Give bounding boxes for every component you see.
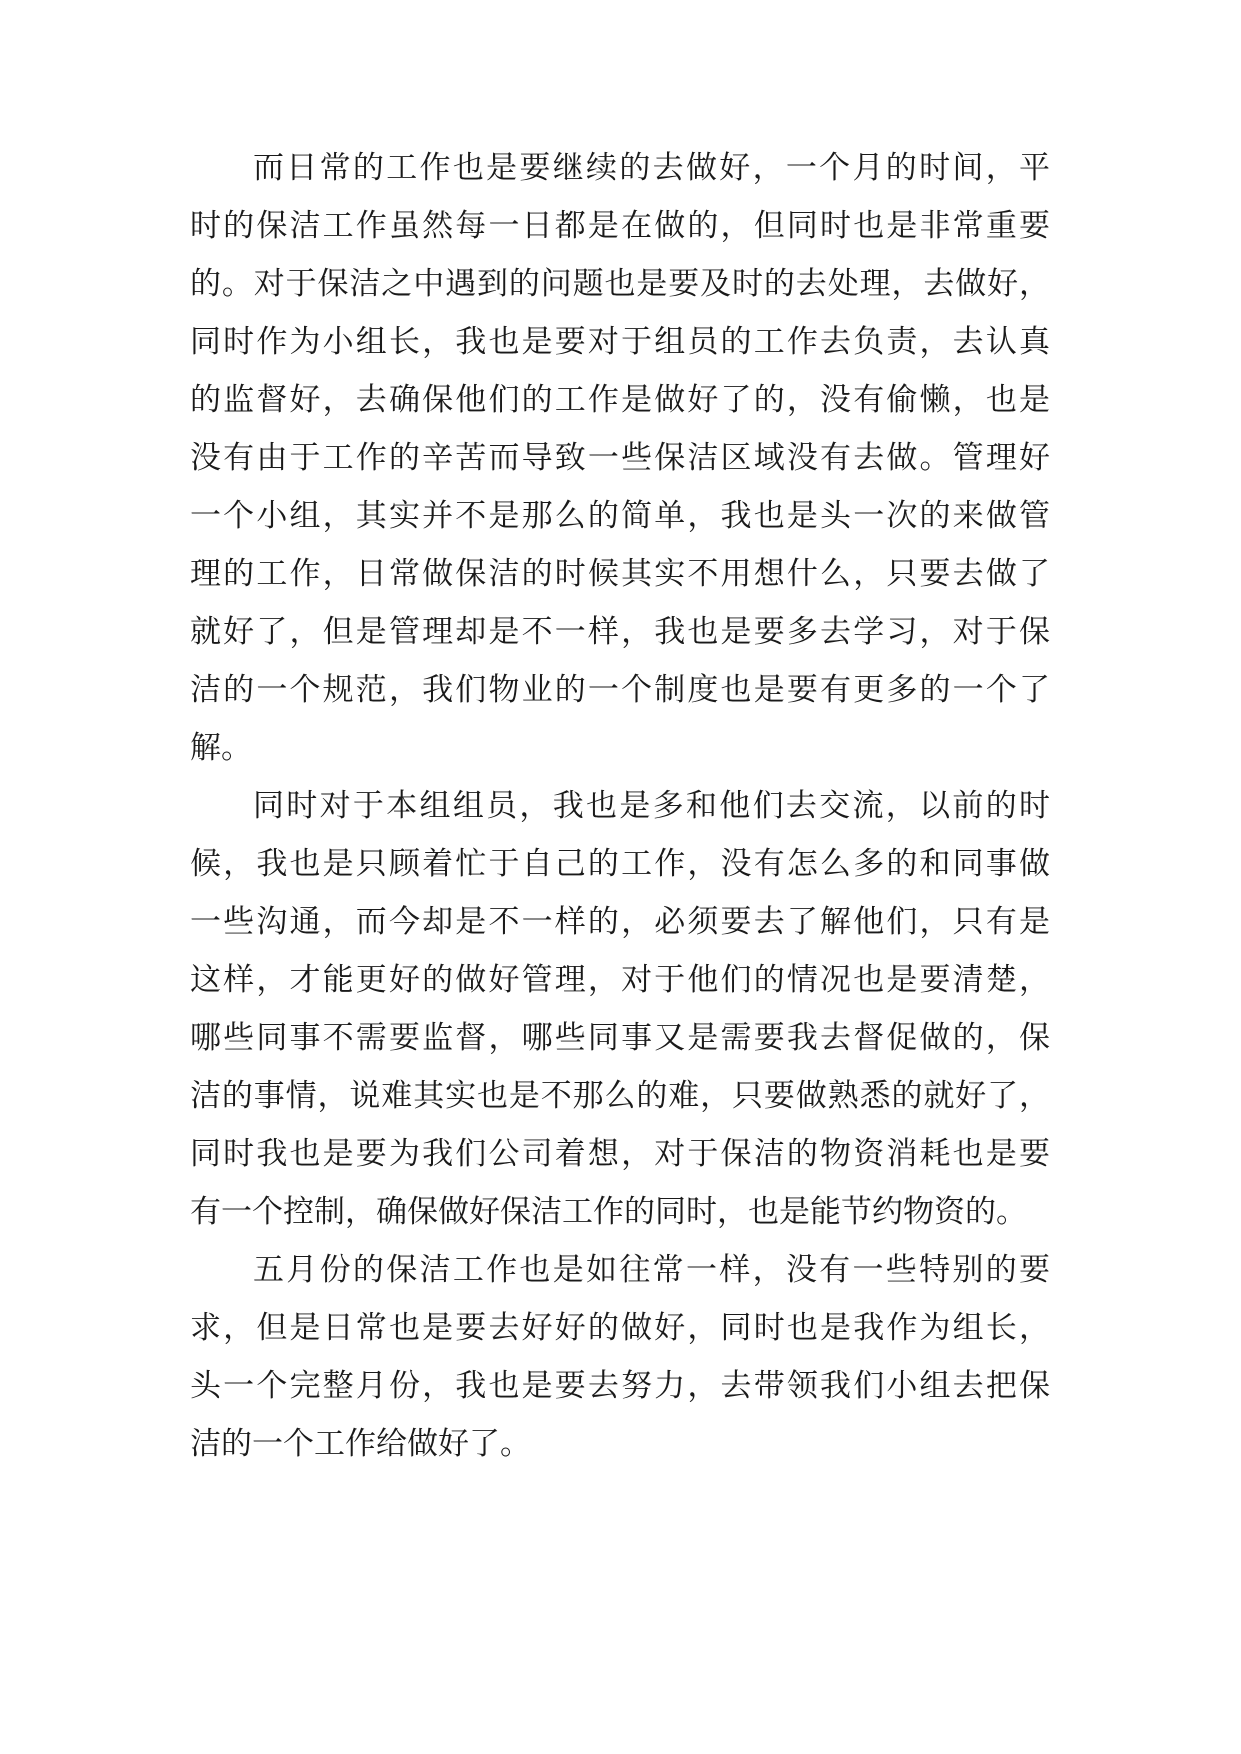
paragraph-2-line-7: 同时我也是要为我们公司着想，对于保洁的物资消耗也是要 (190, 1136, 1050, 1172)
paragraph-1-line-4: 同时作为小组长，我也是要对于组员的工作去负责，去认真 (190, 324, 1050, 360)
paragraph-2-line-6: 洁的事情，说难其实也是不那么的难，只要做熟悉的就好了， (190, 1078, 1050, 1114)
paragraph-2-line-3: 一些沟通，而今却是不一样的，必须要去了解他们，只有是 (190, 904, 1050, 940)
paragraph-2-line-4: 这样，才能更好的做好管理，对于他们的情况也是要清楚， (190, 962, 1050, 998)
paragraph-2-line-5: 哪些同事不需要监督，哪些同事又是需要我去督促做的，保 (190, 1020, 1050, 1056)
paragraph-1-line-11: 解。 (190, 730, 252, 766)
paragraph-3-line-4: 洁的一个工作给做好了。 (190, 1426, 531, 1462)
paragraph-2-line-2: 候，我也是只顾着忙于自己的工作，没有怎么多的和同事做 (190, 846, 1050, 882)
paragraph-1-line-1: 而日常的工作也是要继续的去做好，一个月的时间，平 (253, 150, 1050, 186)
paragraph-2-line-1: 同时对于本组组员，我也是多和他们去交流，以前的时 (253, 788, 1050, 824)
paragraph-1-line-5: 的监督好，去确保他们的工作是做好了的，没有偷懒，也是 (190, 382, 1050, 418)
paragraph-3-line-3: 头一个完整月份，我也是要去努力，去带领我们小组去把保 (190, 1368, 1050, 1404)
paragraph-1-line-10: 洁的一个规范，我们物业的一个制度也是要有更多的一个了 (190, 672, 1050, 708)
paragraph-3-line-2: 求，但是日常也是要去好好的做好，同时也是我作为组长， (190, 1310, 1050, 1346)
paragraph-1-line-9: 就好了，但是管理却是不一样，我也是要多去学习，对于保 (190, 614, 1050, 650)
paragraph-1-line-6: 没有由于工作的辛苦而导致一些保洁区域没有去做。管理好 (190, 440, 1050, 476)
paragraph-2-line-8: 有一个控制，确保做好保洁工作的同时，也是能节约物资的。 (190, 1194, 1027, 1230)
paragraph-1-line-7: 一个小组，其实并不是那么的简单，我也是头一次的来做管 (190, 498, 1050, 534)
paragraph-3-line-1: 五月份的保洁工作也是如往常一样，没有一些特别的要 (253, 1252, 1050, 1288)
paragraph-1-line-8: 理的工作，日常做保洁的时候其实不用想什么，只要去做了 (190, 556, 1050, 592)
paragraph-1-line-3: 的。对于保洁之中遇到的问题也是要及时的去处理，去做好， (190, 266, 1050, 302)
paragraph-1-line-2: 时的保洁工作虽然每一日都是在做的，但同时也是非常重要 (190, 208, 1050, 244)
